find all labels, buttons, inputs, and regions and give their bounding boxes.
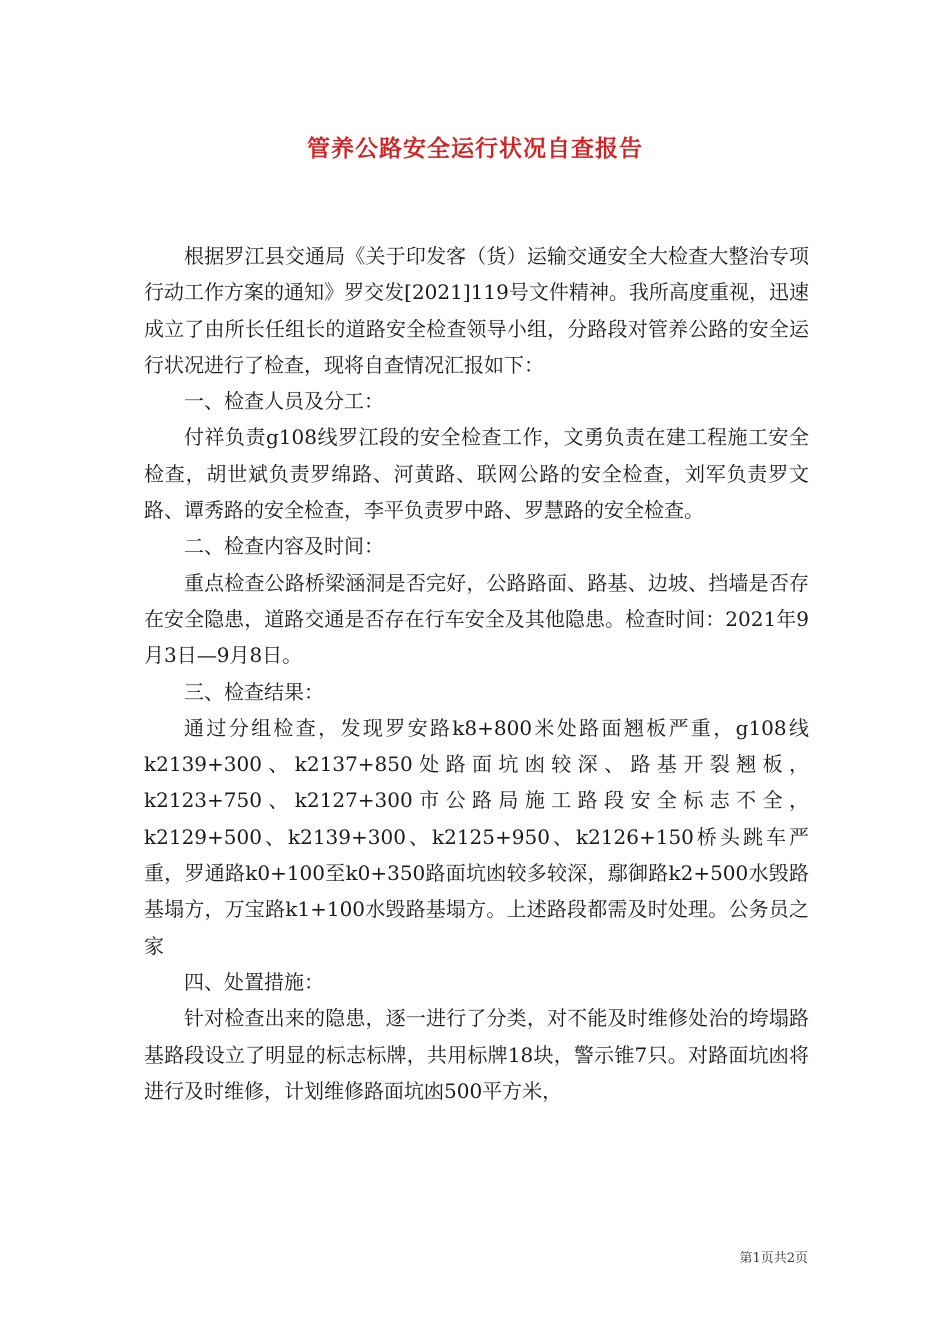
page-number: 第1页共2页 (739, 1251, 808, 1266)
content-paragraph: 重点检查公路桥梁涵洞是否完好，公路路面、路基、边坡、挡墙是否存在安全隐患，道路交通是否存在行车安全及其他隐患。检查时间：2021年9月3日—9月8日。 (144, 570, 809, 668)
results-paragraph: 通过分组检查，发现罗安路k8+800米处路面翘板严重，g108线k2139+300、k2137+850处路面坑凼较深、路基开裂翘板，k2123+750、k2127+300市公路局施工路段安全标志不全，k2129+500、k2139+300、k2125+950、k2126+150桥头跳车严重，罗通路k0+100至k0+350路面坑凼较多较深，鄢御路k2+500水毁路基塌方，万宝路k1+100水毁路基塌方。上述路段都需及时处理。公务员之家 (144, 715, 809, 958)
document-title: 管养公路安全运行状况自查报告 (307, 135, 643, 162)
section-heading-measures: 四、处置措施： (184, 969, 324, 994)
section-heading-personnel: 一、检查人员及分工： (184, 389, 384, 414)
section-heading-content: 二、检查内容及时间： (184, 534, 384, 559)
intro-paragraph: 根据罗江县交通局《关于印发客（货）运输交通安全大检查大整治专项行动工作方案的通知》罗交发[2021]119号文件精神。我所高度重视，迅速成立了由所长任组长的道路安全检查领导小组，分路段对管养公路的安全运行状况进行了检查，现将自查情况汇报如下： (144, 244, 809, 377)
measures-paragraph: 针对检查出来的隐患，逐一进行了分类，对不能及时维修处治的垮塌路基路段设立了明显的标志标牌，共用标牌18块，警示锥7只。对路面坑凼将进行及时维修，计划维修路面坑凼500平方米， (144, 1006, 809, 1103)
personnel-paragraph: 付祥负责g108线罗江段的安全检查工作，文勇负责在建工程施工安全检查，胡世斌负责罗绵路、河黄路、联网公路的安全检查，刘军负责罗文路、谭秀路的安全检查，李平负责罗中路、罗慧路的安全检查。 (144, 425, 809, 523)
document-body (144, 238, 809, 1109)
section-heading-results: 三、检查结果： (184, 679, 324, 704)
